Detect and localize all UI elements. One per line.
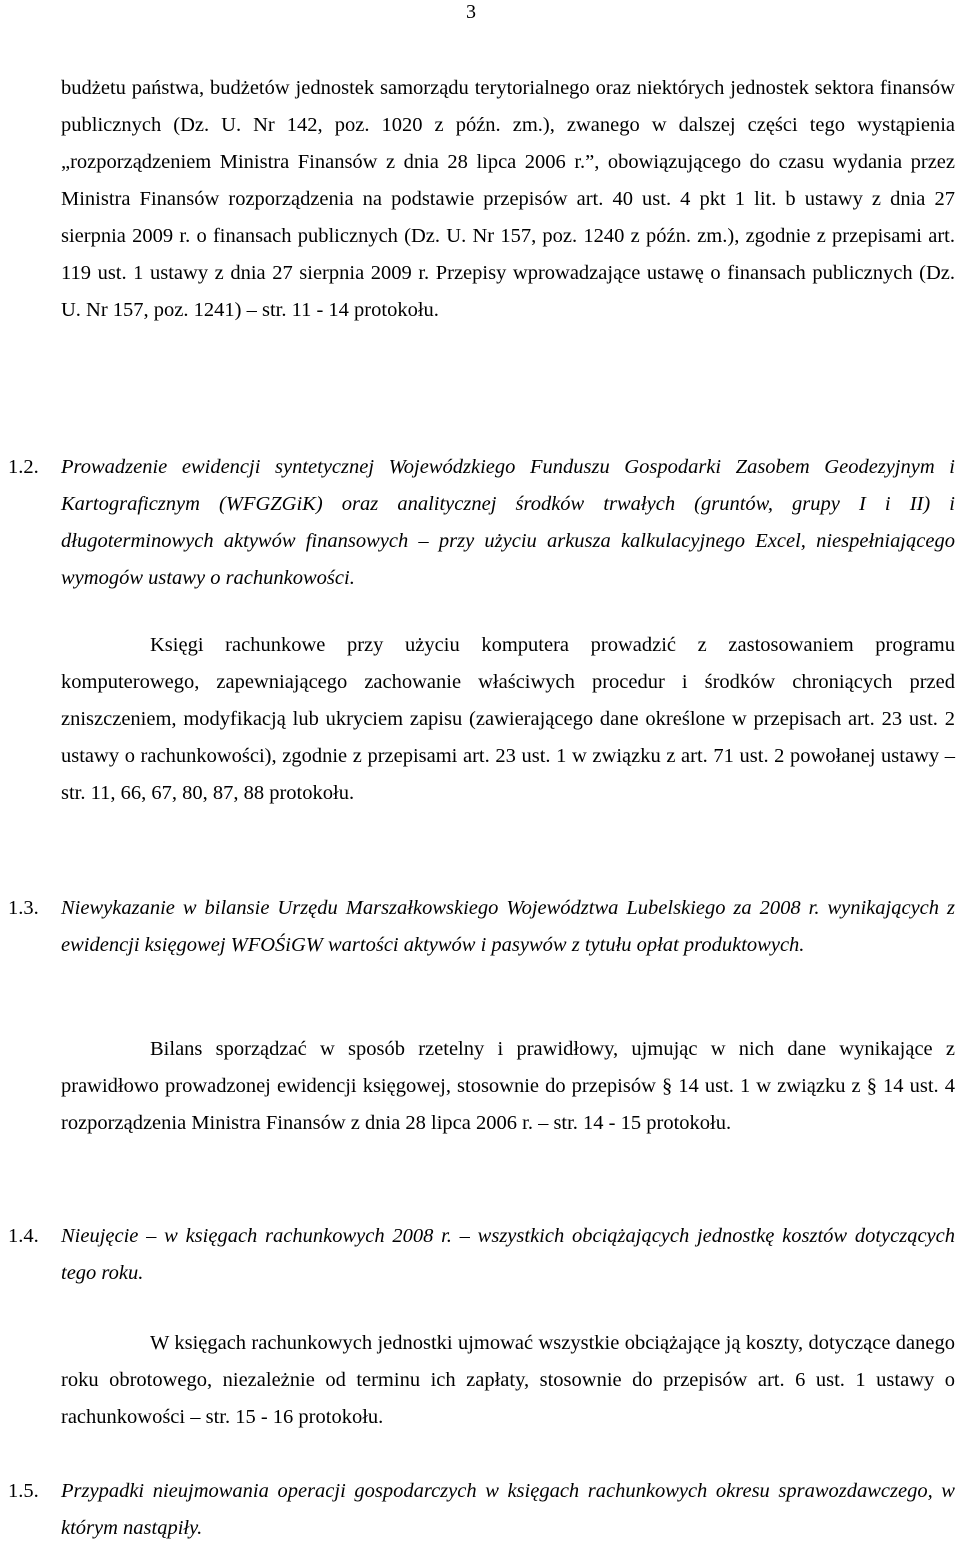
section-number: 1.5.: [8, 1480, 39, 1502]
section-heading-1-3: [0, 890, 955, 964]
section-title: Niewykazanie w bilansie Urzędu Marszałkowskiego Województwa Lubelskiego za 2008 r. wynikających z ewidencji księgowej WFOŚiGW wartości aktywów i pasywów z tytułu opłat produktowych.: [61, 897, 955, 956]
section-number: 1.3.: [8, 897, 39, 919]
page-number: 3: [466, 1, 476, 23]
section-body-1-2: Księgi rachunkowe przy użyciu komputera prowadzić z zastosowaniem programu komputerowego, zapewniającego zachowanie właściwych procedur i środków chroniących przed zniszczeniem, modyfikacją lub ukryciem zapisu (zawierającego dane określone w przepisach art. 23 ust. 2 ustawy o rachunkowości), zgodnie z przepisami art. 23 ust. 1 w związku z art. 71 ust. 2 powołanej ustawy – str. 11, 66, 67, 80, 87, 88 protokołu.: [61, 634, 955, 804]
section-number: 1.4.: [8, 1225, 39, 1247]
section-heading-1-4: [0, 1218, 955, 1292]
section-title: Prowadzenie ewidencji syntetycznej Wojewódzkiego Funduszu Gospodarki Zasobem Geodezyjnym i Kartograficznym (WFGZGiK) oraz analitycznej środków trwałych (gruntów, grupy I i II) i długoterminowych aktywów finansowych – przy użyciu arkusza kalkulacyjnego Excel, niespełniającego wymogów ustawy o rachunkowości.: [61, 456, 955, 589]
section-title: Przypadki nieujmowania operacji gospodarczych w księgach rachunkowych okresu sprawozdawczego, w którym nastąpiły.: [61, 1480, 955, 1539]
section-number: 1.2.: [8, 456, 39, 478]
section-body-1-3: Bilans sporządzać w sposób rzetelny i prawidłowy, ujmując w nich dane wynikające z prawidłowo prowadzonej ewidencji księgowej, stosownie do przepisów § 14 ust. 1 w związku z § 14 ust. 4 rozporządzenia Ministra Finansów z dnia 28 lipca 2006 r. – str. 14 - 15 protokołu.: [61, 1038, 955, 1134]
section-heading-1-5: [0, 1473, 955, 1547]
section-title: Nieujęcie – w księgach rachunkowych 2008 r. – wszystkich obciążających jednostkę kosztów dotyczących tego roku.: [61, 1225, 955, 1284]
section-body-1-4: W księgach rachunkowych jednostki ujmować wszystkie obciążające ją koszty, dotyczące danego roku obrotowego, niezależnie od terminu ich zapłaty, stosownie do przepisów art. 6 ust. 1 ustawy o rachunkowości – str. 15 - 16 protokołu.: [61, 1332, 955, 1428]
section-heading-1-2: [0, 449, 955, 597]
paragraph-intro: budżetu państwa, budżetów jednostek samorządu terytorialnego oraz niektórych jednostek sektora finansów publicznych (Dz. U. Nr 142, poz. 1020 z późn. zm.), zwanego w dalszej części tego wystąpienia „rozporządzeniem Ministra Finansów z dnia 28 lipca 2006 r.”, obowiązującego do czasu wydania przez Ministra Finansów rozporządzenia na podstawie przepisów art. 40 ust. 4 pkt 1 lit. b ustawy z dnia 27 sierpnia 2009 r. o finansach publicznych (Dz. U. Nr 157, poz. 1240 z późn. zm.), zgodnie z przepisami art. 119 ust. 1 ustawy z dnia 27 sierpnia 2009 r. Przepisy wprowadzające ustawę o finansach publicznych (Dz. U. Nr 157, poz. 1241) – str. 11 - 14 protokołu.: [61, 77, 955, 321]
